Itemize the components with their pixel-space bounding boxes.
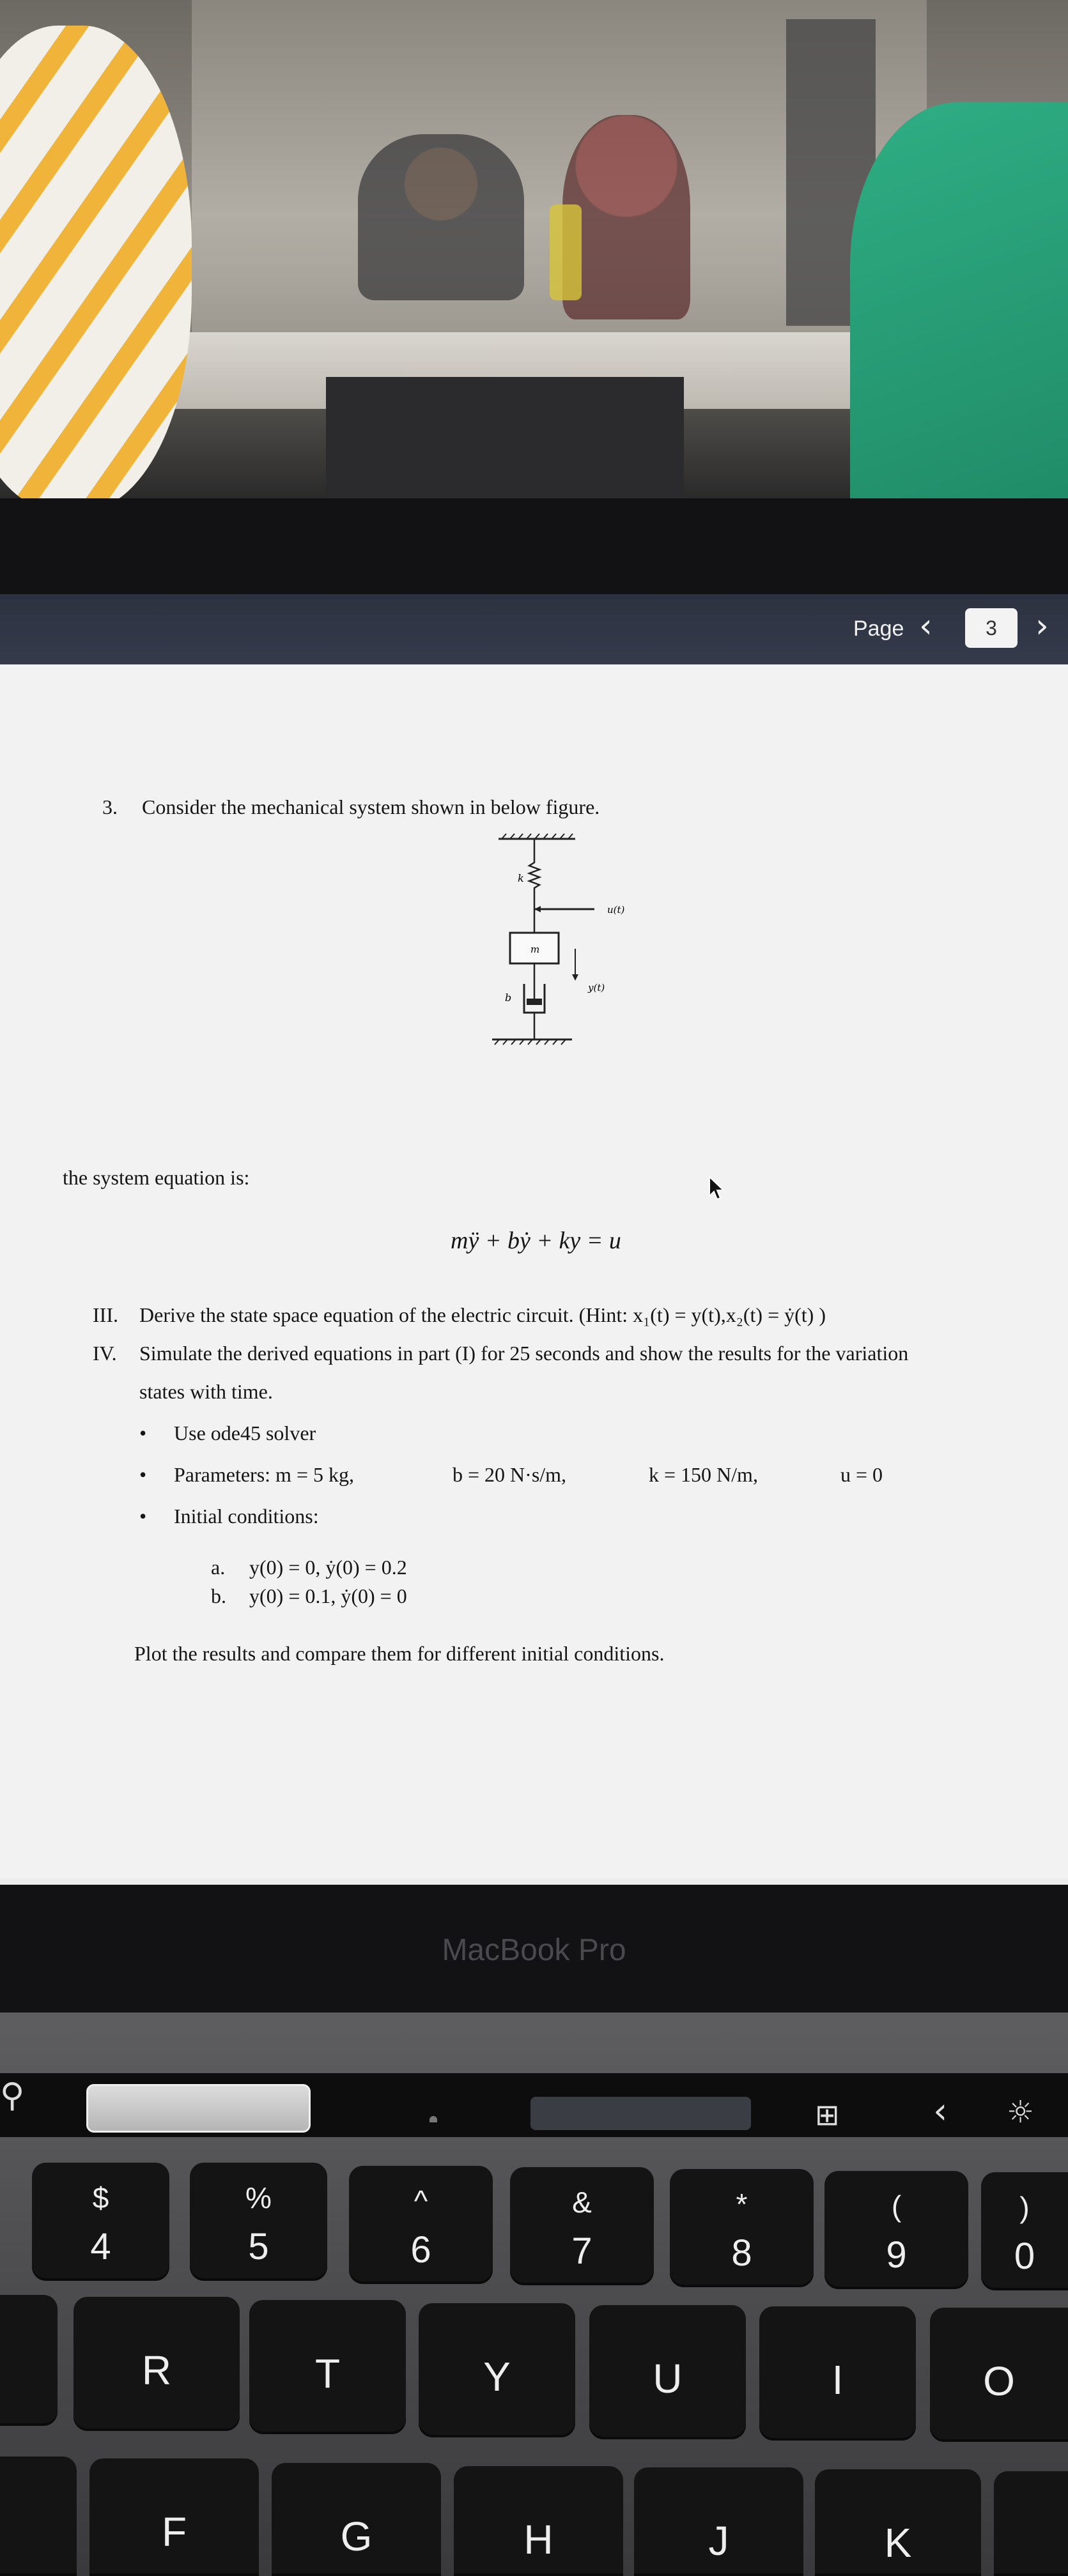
bullet-param-m: Parameters: m = 5 kg, — [174, 1463, 354, 1486]
page-number-input[interactable]: 3 — [965, 608, 1018, 648]
yellow-bottle — [550, 204, 582, 300]
background-room — [0, 0, 1068, 498]
key-u[interactable] — [589, 2305, 746, 2439]
part-iv-number: IV. — [93, 1342, 117, 1365]
y-label: y(t) — [588, 982, 605, 993]
key-5-shift-label: % — [245, 2181, 272, 2214]
bullet-solver: Use ode45 solver — [174, 1422, 316, 1445]
key-i[interactable] — [759, 2306, 916, 2441]
key-f-label: F — [161, 2509, 187, 2555]
damper-piston — [527, 999, 542, 1005]
key-h[interactable] — [454, 2466, 623, 2576]
key-7-label: 7 — [571, 2230, 592, 2272]
condition-b-value: y(0) = 0.1, ẏ(0) = 0 — [249, 1584, 407, 1607]
bullet-icon: • — [139, 1422, 147, 1445]
key-5-label: 5 — [248, 2226, 269, 2267]
key-9[interactable] — [824, 2171, 968, 2289]
key-l[interactable] — [994, 2471, 1068, 2576]
force-arrowhead — [534, 906, 541, 912]
condition-a-label: a. — [211, 1556, 226, 1579]
brightness-icon[interactable]: ☼ — [1007, 2094, 1035, 2130]
system-equation-label: the system equation is: — [63, 1166, 250, 1189]
key-f[interactable] — [89, 2458, 259, 2576]
key-r-label: R — [141, 2347, 172, 2393]
part-iii-text: Derive the state space equation of the electric circuit. (Hint: x₁(t) = y(t),x₂(t) = ẏ(t) ) — [139, 1303, 826, 1326]
chevron-left-icon[interactable]: ‹ — [919, 607, 933, 645]
key-j[interactable] — [634, 2467, 803, 2576]
key-t[interactable] — [249, 2300, 406, 2434]
laptop-brand-label: MacBook Pro — [442, 1933, 626, 1967]
system-equation: mÿ + bẏ + ky = u — [451, 1227, 621, 1254]
key-4-label: 4 — [90, 2226, 111, 2267]
key-k-label: K — [884, 2520, 912, 2566]
bullet-icon: • — [139, 1463, 147, 1486]
key-7-shift-label: & — [572, 2186, 592, 2219]
key-8[interactable] — [670, 2169, 814, 2287]
key-y-label: Y — [483, 2354, 511, 2400]
part-iv-text-line1: Simulate the derived equations in part (I) for 25 seconds and show the results for the variation — [139, 1342, 909, 1365]
key-4[interactable] — [32, 2163, 169, 2281]
viewer-toolbar — [0, 594, 1068, 664]
touchbar-tab-strip[interactable] — [530, 2097, 751, 2130]
blurred-person — [562, 115, 690, 319]
key-h-label: H — [523, 2517, 553, 2563]
key-o[interactable] — [930, 2308, 1068, 2442]
spring-label: k — [518, 872, 524, 884]
laptop-screen — [0, 594, 1068, 1885]
chevron-right-icon[interactable]: › — [1035, 607, 1049, 645]
bullet-param-u: u = 0 — [840, 1463, 883, 1486]
key-r[interactable] — [74, 2297, 240, 2431]
condition-b-label: b. — [211, 1584, 226, 1607]
key-6-label: 6 — [410, 2229, 431, 2271]
condition-a-value: y(0) = 0, ẏ(0) = 0.2 — [249, 1556, 407, 1579]
key-0-label: 0 — [1014, 2235, 1035, 2277]
key-j-label: J — [708, 2518, 729, 2564]
green-shirt — [850, 102, 1068, 498]
mass-label: m — [530, 944, 540, 955]
key-6[interactable] — [349, 2166, 493, 2284]
damper-label: b — [505, 992, 512, 1004]
key-0-shift-label: ) — [1019, 2191, 1030, 2224]
blurred-person — [358, 134, 524, 300]
key-g-label: G — [340, 2513, 373, 2559]
key-8-label: 8 — [731, 2232, 752, 2274]
key-4-shift-label: $ — [92, 2181, 109, 2214]
key-8-shift-label: * — [736, 2188, 748, 2221]
key-6-shift-label: ^ — [414, 2184, 428, 2218]
page-label: Page — [853, 617, 904, 641]
question-intro: Consider the mechanical system shown in below figure. — [142, 795, 600, 818]
mass-spring-damper-figure — [473, 821, 665, 1089]
floor-hatch — [492, 1039, 572, 1045]
plot-instruction: Plot the results and compare them for different initial conditions. — [134, 1642, 665, 1665]
key-7[interactable] — [510, 2167, 654, 2285]
part-iv-text-line2: states with time. — [139, 1380, 273, 1403]
spring — [529, 839, 539, 933]
key-i-label: I — [832, 2357, 844, 2403]
key-u-label: U — [653, 2356, 683, 2402]
key-0[interactable] — [981, 2172, 1068, 2290]
question-number: 3. — [102, 795, 118, 818]
ceiling-hatch — [499, 834, 575, 839]
bullet-param-k: k = 150 N/m, — [649, 1463, 758, 1486]
touchbar-tab-thumbnail[interactable] — [86, 2084, 311, 2133]
new-tab-icon[interactable]: ⊞ — [815, 2097, 840, 2132]
key-e[interactable] — [0, 2295, 58, 2426]
touchbar-indicator — [430, 2116, 437, 2122]
background-monitor — [326, 377, 684, 498]
bullet-icon: • — [139, 1505, 147, 1528]
key-k[interactable] — [815, 2469, 981, 2576]
key-y[interactable] — [419, 2303, 575, 2437]
key-o-label: O — [983, 2358, 1015, 2404]
key-5[interactable] — [190, 2163, 327, 2281]
document-page — [0, 664, 1068, 1878]
y-arrowhead — [572, 974, 578, 981]
force-label: u(t) — [607, 904, 625, 916]
key-d[interactable] — [0, 2457, 77, 2576]
search-icon[interactable]: ⚲ — [0, 2076, 25, 2115]
chevron-left-icon[interactable]: ‹ — [933, 2090, 948, 2132]
mouse-pointer-icon — [708, 1176, 726, 1201]
bullet-param-b: b = 20 N·s/m, — [453, 1463, 567, 1486]
part-iii-number: III. — [93, 1303, 118, 1326]
key-t-label: T — [314, 2350, 341, 2396]
striped-shirt — [0, 26, 192, 498]
key-9-label: 9 — [886, 2234, 907, 2276]
bullet-initial-conditions: Initial conditions: — [174, 1505, 319, 1528]
key-9-shift-label: ( — [891, 2189, 902, 2223]
key-g[interactable] — [272, 2463, 441, 2576]
